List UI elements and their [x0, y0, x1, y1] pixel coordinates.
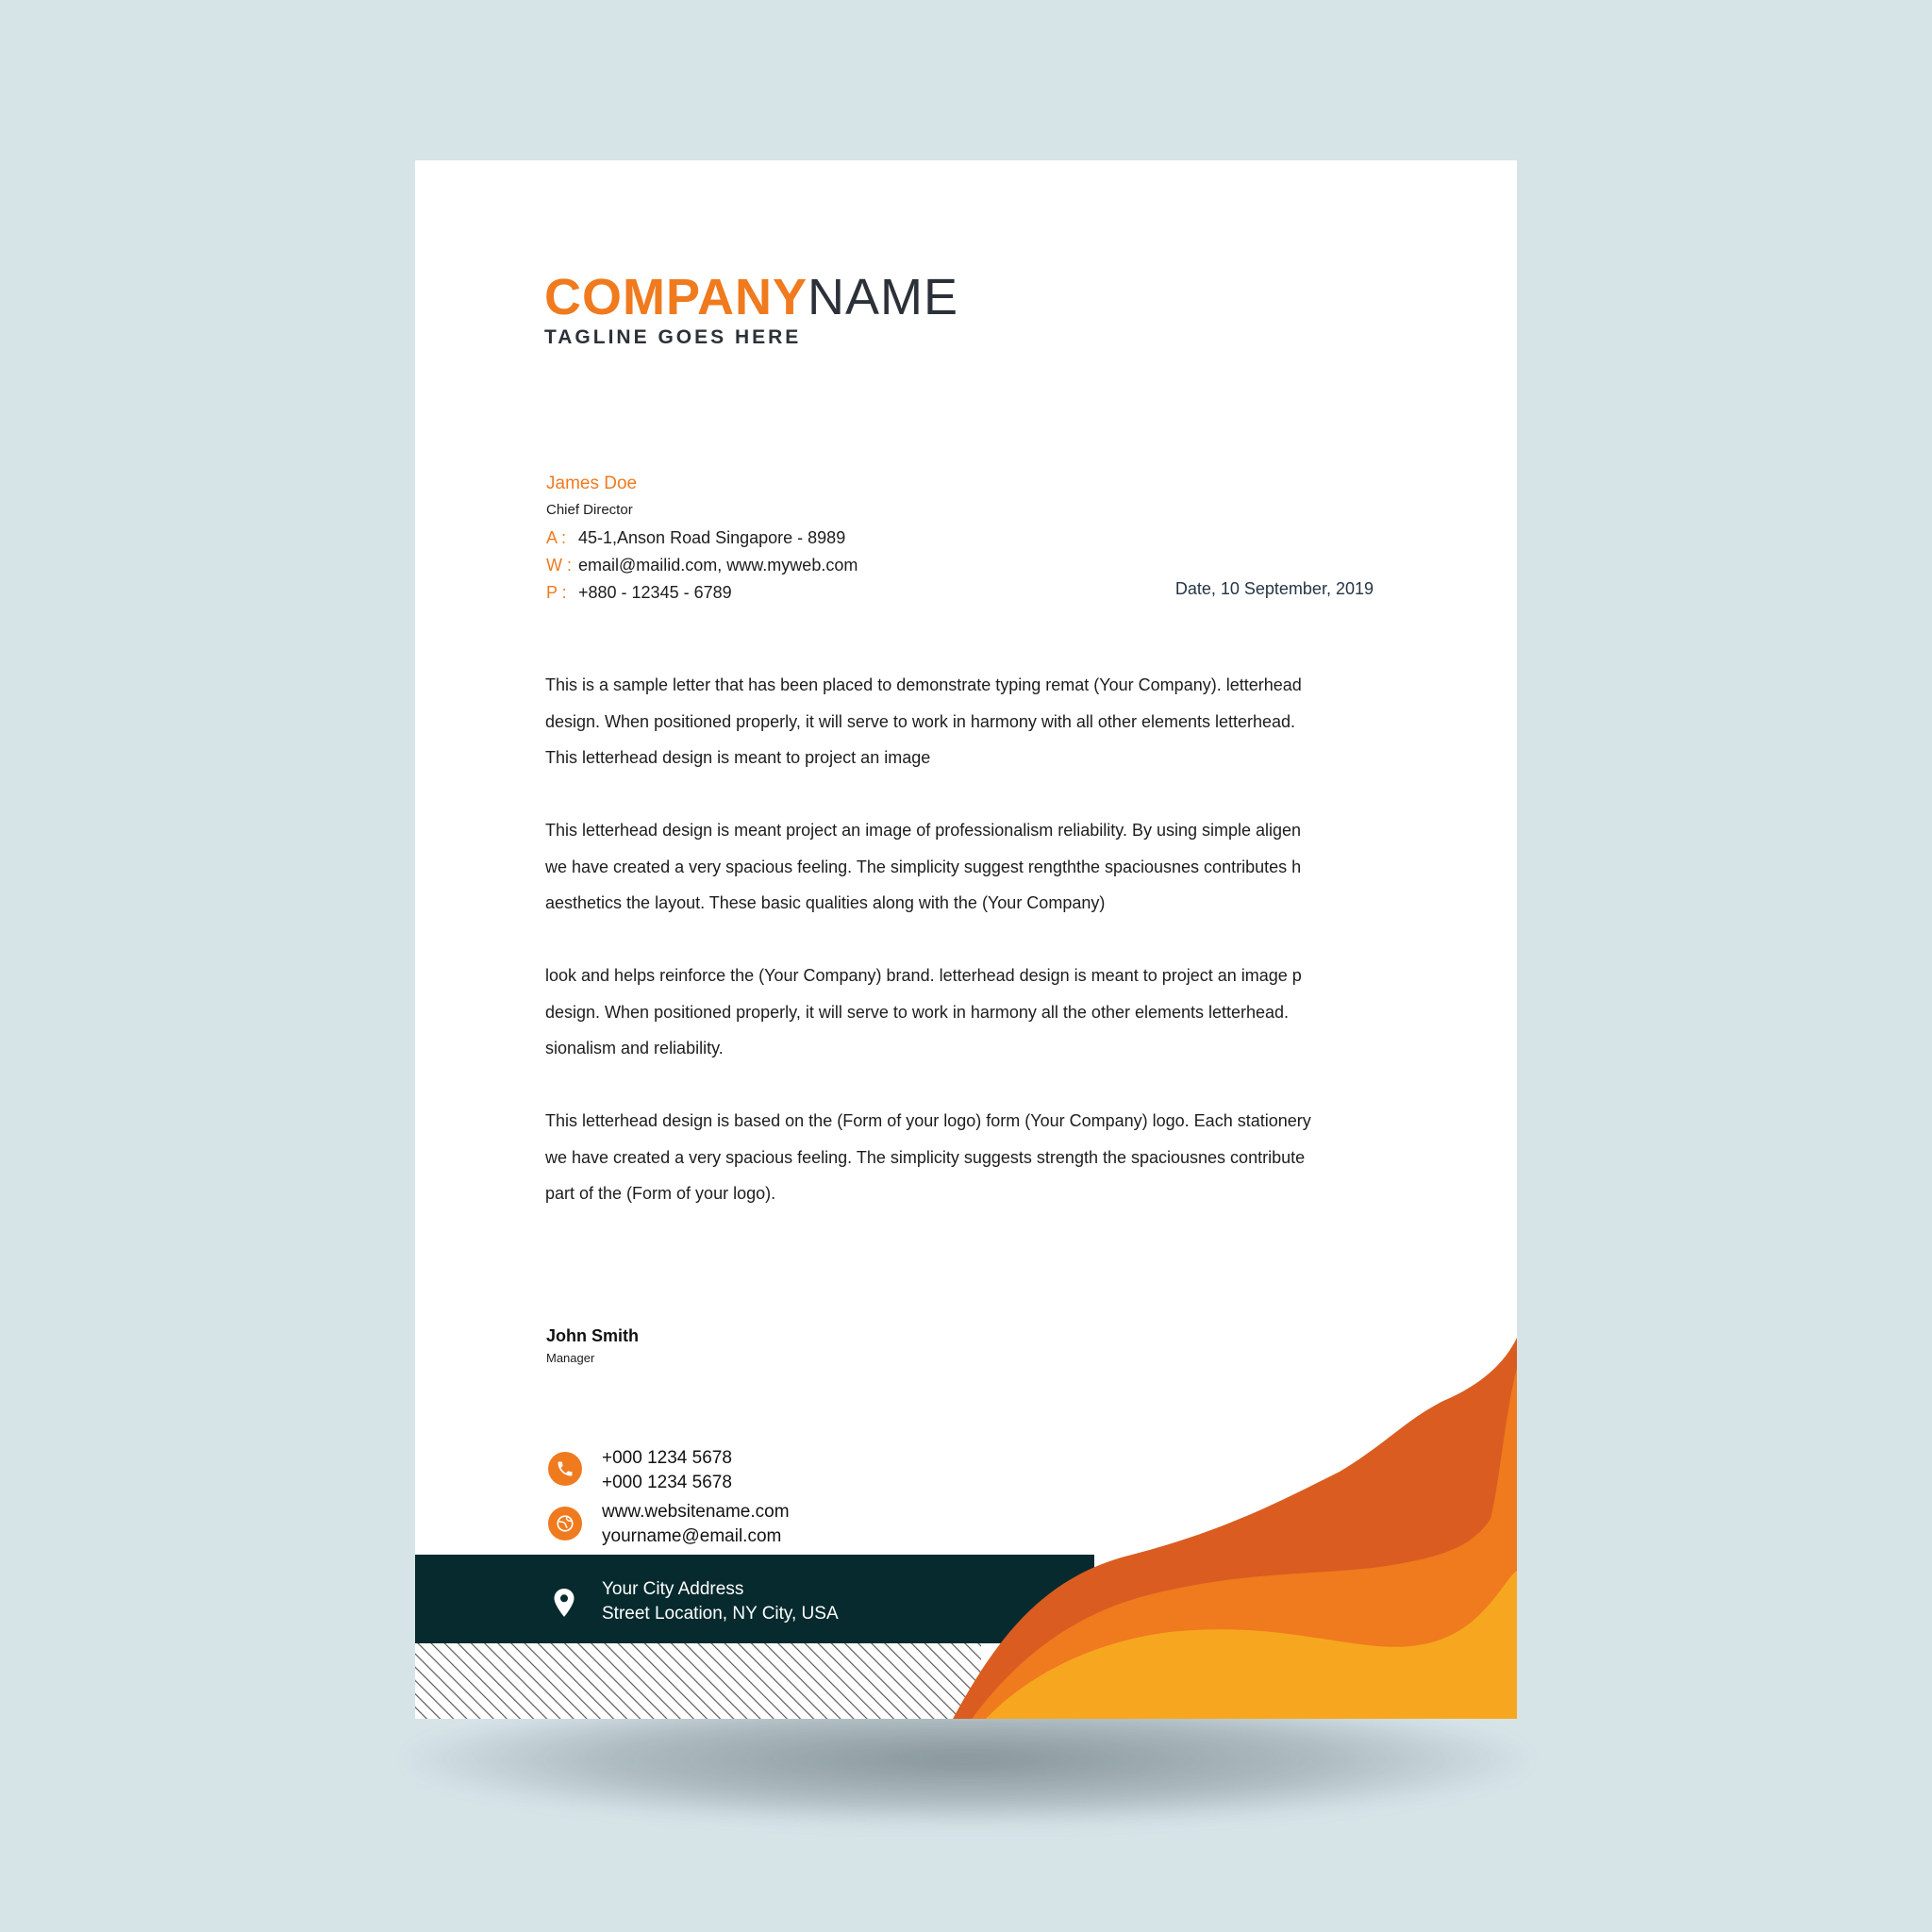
body-line: This is a sample letter that has been placed to demonstrate typing remat (Your Company). letterhead — [545, 675, 1302, 694]
body-line: look and helps reinforce the (Your Company) brand. letterhead design is meant to project an image p — [545, 966, 1302, 985]
company-name-bold: COMPANY — [544, 269, 808, 325]
body-line: design. When positioned properly, it will serve to work in harmony with all other elements letterhead. — [545, 711, 1296, 731]
sender-address: 45-1,Anson Road Singapore - 8989 — [578, 528, 846, 547]
body-line: sionalism and reliability. — [545, 1039, 724, 1058]
letter-date: Date, 10 September, 2019 — [1174, 579, 1374, 598]
address-key: A : — [546, 528, 567, 547]
signature-title: Manager — [546, 1351, 595, 1365]
globe-icon — [548, 1507, 582, 1541]
body-line: This letterhead design is meant project an image of professionalism reliability. By using simple aligen — [545, 821, 1302, 840]
body-line: part of the (Form of your logo). — [545, 1184, 776, 1203]
footer-website: www.websitename.com — [602, 1502, 790, 1522]
body-line: This letterhead design is based on the (Form of your logo) form (Your Company) logo. Each stationery — [545, 1111, 1311, 1130]
sender-web: email@mailid.com, www.myweb.com — [578, 556, 858, 575]
phone-key: P : — [546, 583, 567, 602]
footer-address-2: Street Location, NY City, USA — [602, 1604, 839, 1624]
web-key: W : — [546, 556, 572, 575]
location-pin-icon — [554, 1589, 575, 1622]
company-name-thin: NAME — [808, 269, 959, 325]
body-line: we have created a very spacious feeling. The simplicity suggest rengththe spaciousnes contributes h — [545, 857, 1302, 876]
footer-phones — [602, 1446, 732, 1495]
hatched-strip — [415, 1643, 981, 1719]
body-line: This letterhead design is meant to project an image — [545, 748, 931, 767]
footer-phone-2: +000 1234 5678 — [602, 1473, 732, 1492]
footer-email: yourname@email.com — [602, 1526, 782, 1546]
body-line: we have created a very spacious feeling. The simplicity suggests strength the spaciousnes contribute — [545, 1147, 1306, 1167]
sender-title: Chief Director — [546, 502, 633, 518]
footer-address — [602, 1577, 839, 1626]
footer-address-1: Your City Address — [602, 1579, 744, 1599]
signature-name: John Smith — [546, 1326, 639, 1345]
tagline: TAGLINE GOES HERE — [544, 326, 802, 348]
sender-name: James Doe — [546, 474, 638, 493]
phone-icon — [548, 1452, 582, 1486]
body-line: aesthetics the layout. These basic qualities along with the (Your Company) — [545, 893, 1106, 912]
footer-web — [602, 1500, 790, 1549]
footer-wave-graphic — [415, 160, 1517, 1719]
body-line: design. When positioned properly, it will serve to work in harmony all the other elements letterhead. — [545, 1002, 1290, 1022]
footer-phone-1: +000 1234 5678 — [602, 1448, 732, 1468]
sender-phone: +880 - 12345 - 6789 — [578, 583, 732, 602]
letterhead-page — [415, 160, 1517, 1719]
